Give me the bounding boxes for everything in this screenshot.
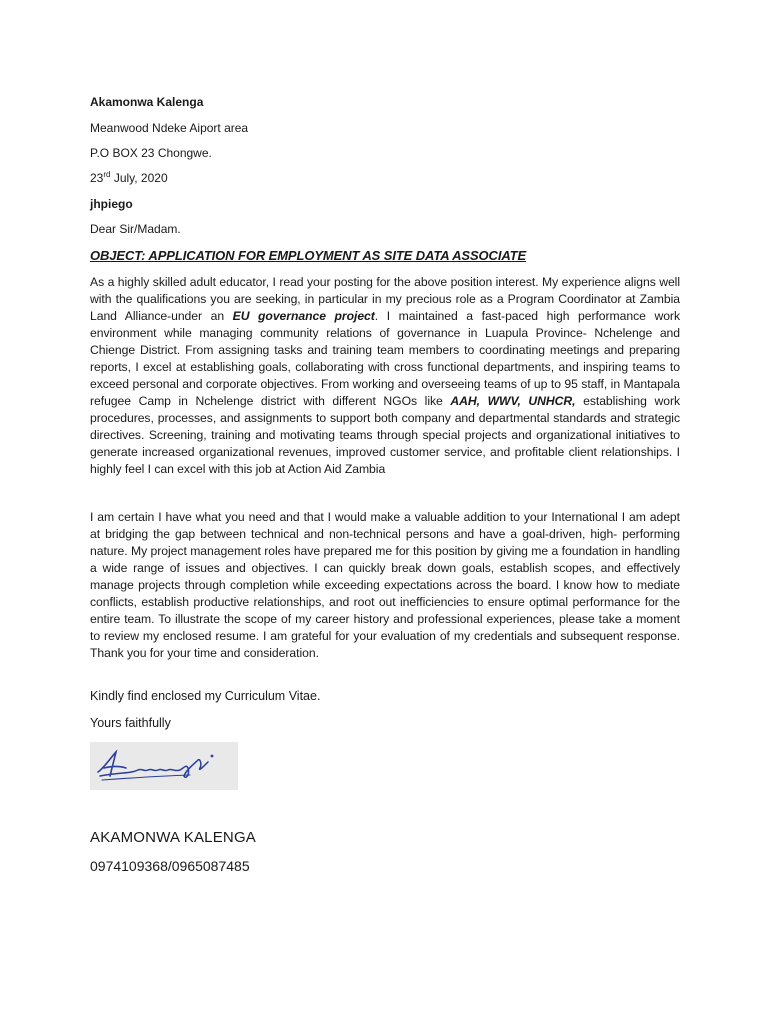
salutation: Dear Sir/Madam. <box>90 222 181 236</box>
sender-address: Meanwood Ndeke Aiport area <box>90 121 249 135</box>
signature-image <box>90 742 238 790</box>
paragraph1-emphasis-eu-project: EU governance project <box>232 309 375 323</box>
paragraph1-emphasis-ngos: AAH, WWV, UNHCR, <box>450 394 576 408</box>
closing-phrase: Yours faithfully <box>90 716 171 730</box>
letter-date <box>90 171 168 185</box>
sender-po-box: P.O BOX 23 Chongwe. <box>90 146 212 160</box>
date-suffix: rd <box>103 170 111 179</box>
body-paragraph-1 <box>90 274 680 478</box>
signatory-name: AKAMONWA KALENGA <box>90 829 257 846</box>
body-paragraph-2: I am certain I have what you need and that I would make a valuable addition to your International I am adept at bridging the gap between technical and non-technical persons and have a goal-driven, high- performing nature. My project management roles have prepared me for this position by giving me a foundation in handling a wide range of issues and objectives. I can quickly break down goals, establish scopes, and effectively manage projects through completion while exceeding expectations across the board. I know how to mediate conflicts, establish productive relationships, and root out inefficiencies to ensure optimal performance for the entire team. To illustrate the scope of my career history and professional experiences, please take a moment to review my enclosed resume. I am grateful for your evaluation of my credentials and subsequent response. Thank you for your time and consideration. <box>90 510 680 660</box>
signatory-phone: 0974109368/0965087485 <box>90 858 250 874</box>
paragraph1-part1: As a highly skilled adult educator, I read your posting for the above position interest. My experience aligns well with the qualifications you are seeking, in particular in my precious role as a Program Coordinator at Zambia Land Alliance-under an <box>90 275 680 323</box>
recipient-organization: jhpiego <box>90 197 133 211</box>
subject-line: OBJECT: APPLICATION FOR EMPLOYMENT AS SITE DATA ASSOCIATE <box>90 248 527 263</box>
handwritten-signature <box>90 742 238 790</box>
sender-name: Akamonwa Kalenga <box>90 95 204 109</box>
paragraph1-part3: establishing work procedures, processes, and assignments to support both company and departmental standards and strategic directives. Screening, training and motivating teams through special projects and organizational initiatives to generate increased organizational revenues, improved customer service, and profitable client relationships. I highly feel I can excel with this job at Action Aid Zambia <box>90 394 680 476</box>
enclosure-note: Kindly find enclosed my Curriculum Vitae. <box>90 689 321 703</box>
date-rest: July, 2020 <box>110 171 168 185</box>
paragraph1-part2: . I maintained a fast-paced high performance work environment while managing community relations of governance in Luapula Province- Nchelenge and Chienge District. From assigning tasks and training team members to coordinating meetings and preparing reports, I excel at establishing goals, collaborating with cross functional departments, and inspiring teams to exceed personal and corporate objectives. From working and overseeing teams of up to 95 staff, in Mantapala refugee Camp in Nchelenge district with different NGOs like <box>90 309 680 408</box>
date-day: 23 <box>90 171 104 185</box>
